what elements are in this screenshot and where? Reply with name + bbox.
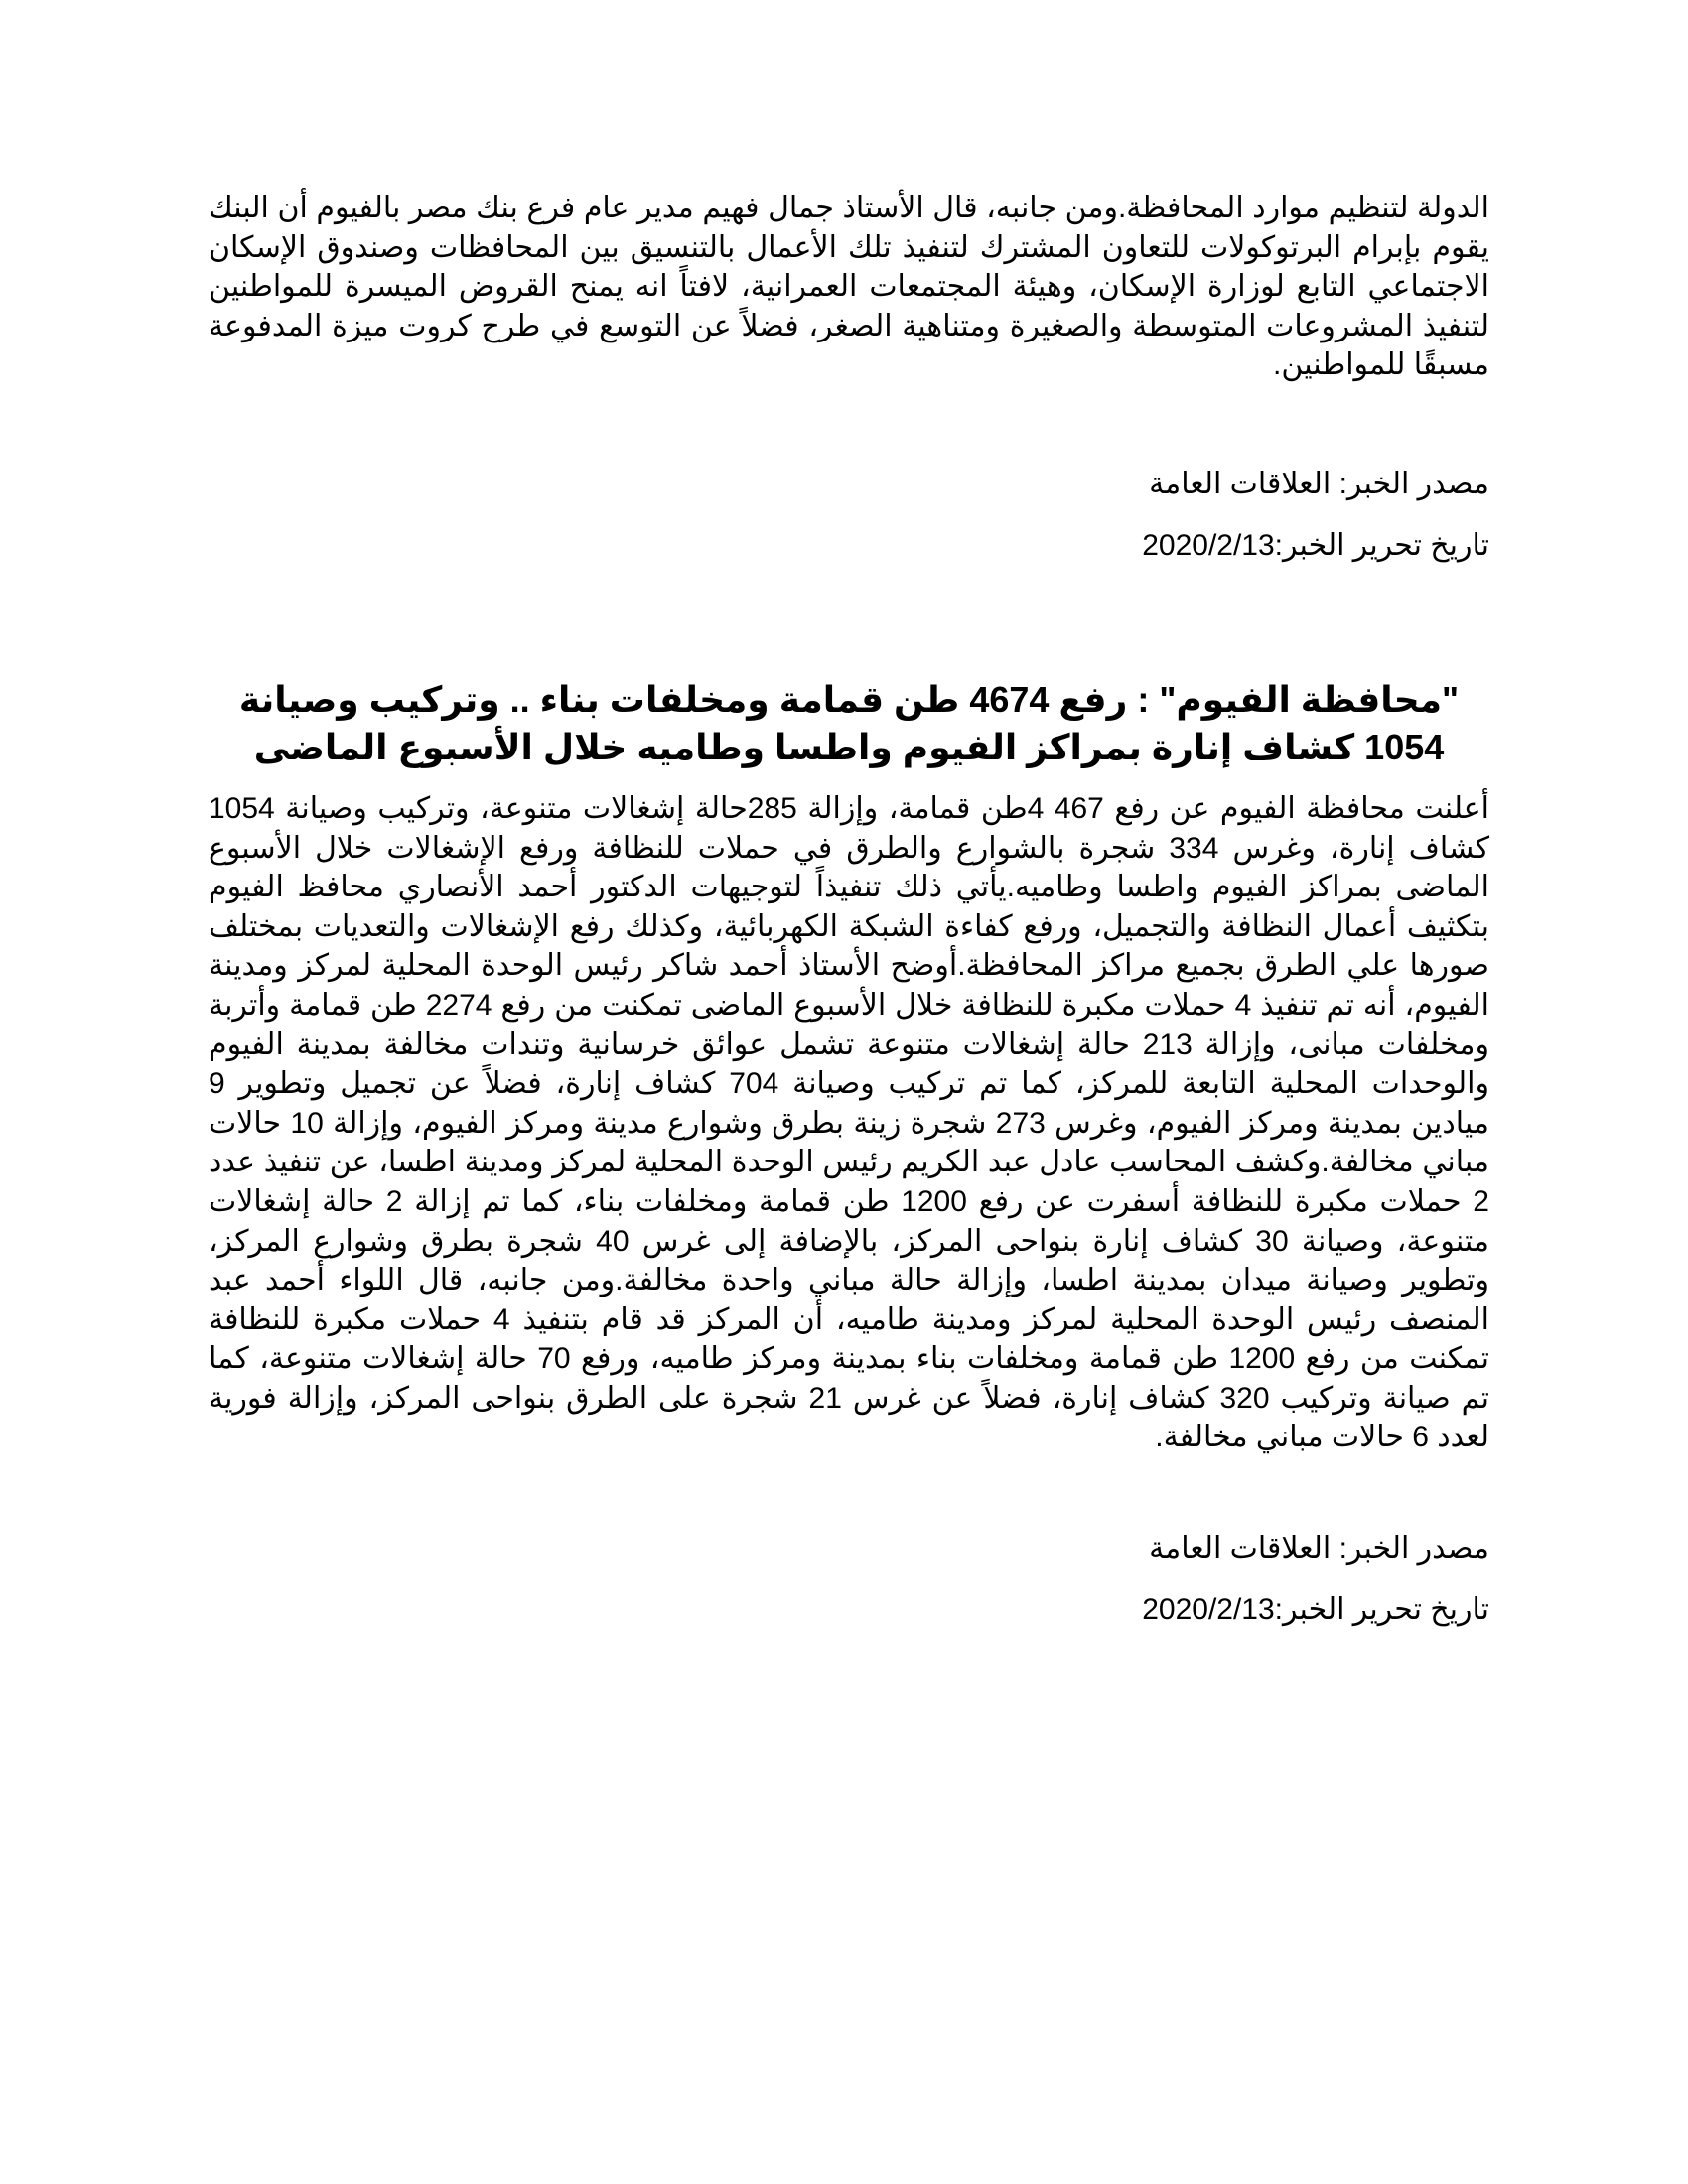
news-source: مصدر الخبر: العلاقات العامة — [1149, 467, 1489, 500]
article-paragraph: أعلنت محافظة الفيوم عن رفع 467 4طن قمامة، وإزالة 285حالة إشغالات متنوعة، وتركيب وصيانة 1054 كشاف إنارة، وغرس 334 شجرة بالشوارع والطرق في حملات للنظافة ورفع الإشغالات خلال الأسبوع الماضى بمراكز الفيوم واطسا وطاميه.يأتي ذلك تنفيذاً لتوجيهات الدكتور أحمد الأنصاري محافظ الفيوم بتكثيف أعمال النظافة والتجميل، ورفع كفاءة الشبكة الكهربائية، وكذلك رفع الإشغالات والتعديات بمختلف صورها علي الطرق بجميع مراكز المحافظة.أوضح الأستاذ أحمد شاكر رئيس الوحدة المحلية لمركز ومدينة الفيوم، أنه تم تنفيذ 4 حملات مكبرة للنظافة خلال الأسبوع الماضى تمكنت من رفع 2274 طن قمامة وأتربة ومخلفات مبانى، وإزالة 213 حالة إشغالات متنوعة تشمل عوائق خرسانية وتندات مخالفة بمدينة الفيوم والوحدات المحلية التابعة للمركز، كما تم تركيب وصيانة 704 كشاف إنارة، فضلاً عن تجميل وتطوير 9 ميادين بمدينة ومركز الفيوم، وغرس 273 شجرة زينة بطرق وشوارع مدينة ومركز الفيوم، وإزالة 10 حالات مباني مخالفة.وكشف المحاسب عادل عبد الكريم رئيس الوحدة المحلية لمركز ومدينة اطسا، عن تنفيذ عدد 2 حملات مكبرة للنظافة أسفرت عن رفع 1200 طن قمامة ومخلفات بناء، كما تم إزالة 2 حالة إشغالات متنوعة، وصيانة 30 كشاف إنارة بنواحى المركز، بالإضافة إلى غرس 40 شجرة بطرق وشوارع المركز، وتطوير وصيانة ميدان بمدينة اطسا، وإزالة حالة مباني واحدة مخالفة.ومن جانبه، قال اللواء أحمد عبد المنصف رئيس الوحدة المحلية لمركز ومدينة طاميه، أن المركز قد قام بتنفيذ 4 حملات مكبرة للنظافة تمكنت من رفع 1200 طن قمامة ومخلفات بناء بمدينة ومركز طاميه، ورفع 70 حالة إشغالات متنوعة، كما تم صيانة وتركيب 320 كشاف إنارة، فضلاً عن غرس 21 شجرة على الطرق بنواحى المركز، وإزالة فورية لعدد 6 حالات مباني مخالفة. — [209, 791, 1490, 1454]
news-date: تاريخ تحرير الخبر:2020/2/13 — [1142, 1593, 1489, 1627]
intro-paragraph: الدولة لتنظيم موارد المحافظة.ومن جانبه، قال الأستاذ جمال فهيم مدير عام فرع بنك مصر بالفيوم أن البنك يقوم بإبرام البرتوكولات للتعاون المشترك لتنفيذ تلك الأعمال بالتنسيق بين المحافظات وصندوق الإسكان الاجتماعي التابع لوزارة الإسكان، وهيئة المجتمعات العمرانية، لافتاً انه يمنح القروض الميسرة للمواطنين لتنفيذ المشروعات المتوسطة والصغيرة ومتناهية الصغر، فضلاً عن التوسع في طرح كروت ميزة المدفوعة مسبقًا للمواطنين. — [209, 192, 1489, 382]
article-headline: "محافظة الفيوم" : رفع 4674 طن قمامة ومخلفات بناء .. وتركيب وصيانة 1054 كشاف إنارة بمراكز الفيوم واطسا وطاميه خلال الأسبوع الماضى — [238, 678, 1460, 767]
news-meta-second — [209, 1529, 1489, 1629]
article-body — [209, 789, 1489, 1457]
news-source: مصدر الخبر: العلاقات العامة — [1149, 1532, 1489, 1566]
news-date: تاريخ تحرير الخبر:2020/2/13 — [1142, 528, 1489, 562]
document-page — [209, 189, 1489, 1629]
news-meta-first — [209, 465, 1489, 565]
